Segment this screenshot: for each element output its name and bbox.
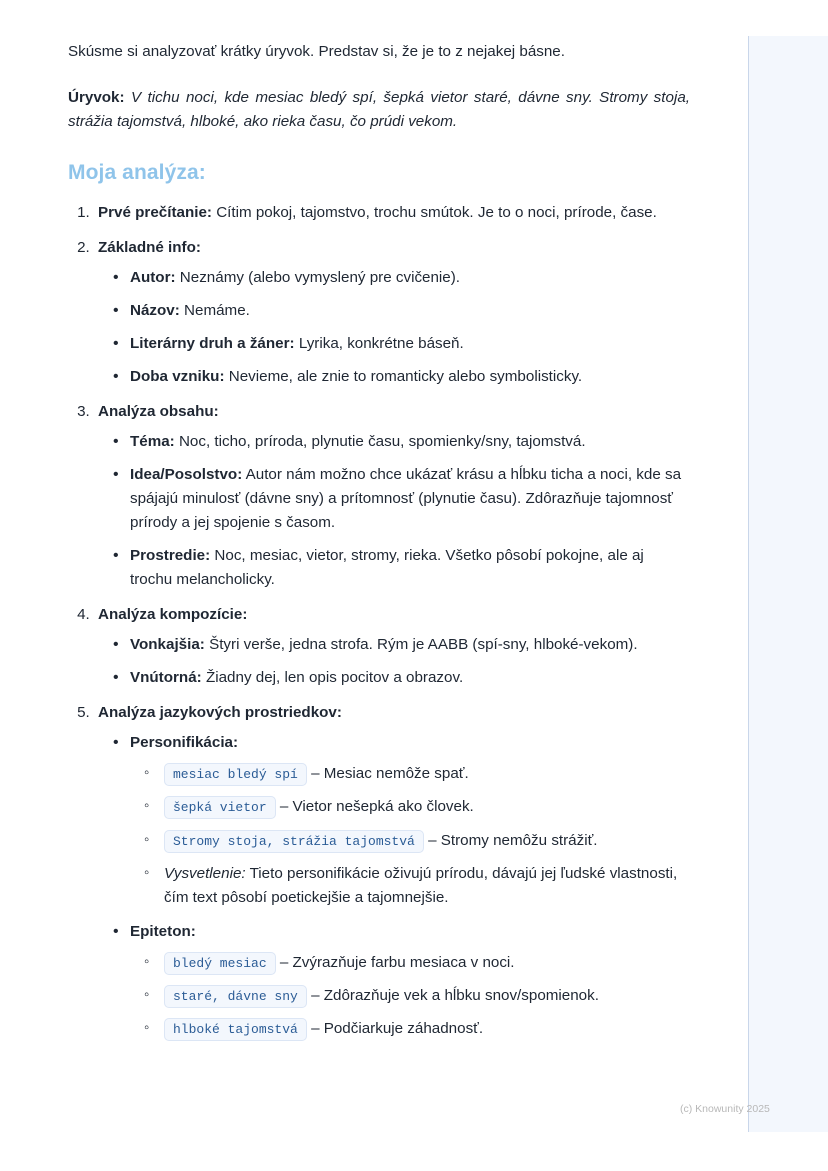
item-1-label: Prvé prečítanie:	[98, 203, 212, 221]
example-text: – Stromy nemôžu strážiť.	[428, 831, 598, 849]
sub-label: Literárny druh a žáner:	[130, 334, 295, 352]
personifikacia-examples	[130, 762, 690, 911]
explanation-text: Tieto personifikácie oživujú prírodu, dávajú jej ľudské vlastnosti, čím text pôsobí poetickejšie a tajomnejšie.	[164, 865, 678, 907]
excerpt-block	[68, 86, 690, 135]
item-5-label: Analýza jazykových prostriedkov:	[98, 704, 342, 722]
sub-label: Personifikácia:	[130, 734, 239, 752]
list-item	[144, 795, 690, 819]
quote-chip: staré, dávne sny	[164, 985, 307, 1008]
sub-label: Autor:	[130, 268, 176, 286]
quote-chip: Stromy stoja, strážia tajomstvá	[164, 830, 424, 853]
sub-label: Idea/Posolstvo:	[130, 465, 243, 483]
sub-text: Noc, mesiac, vietor, stromy, rieka. Všetko pôsobí pokojne, ale aj trochu melancholicky.	[130, 546, 644, 588]
example-text: – Zvýrazňuje farbu mesiaca v noci.	[279, 953, 515, 971]
list-item	[112, 365, 690, 389]
sub-text: Nemáme.	[184, 301, 250, 319]
list-item	[144, 762, 690, 786]
sub-text: Autor nám možno chce ukázať krásu a hĺbku ticha a noci, kde sa spájajú minulosť (dávne sny) a prítomnosť (plynutie času). Zdôrazňuje tajomnosť prírody a jej spojenie s časom.	[130, 465, 682, 531]
sub-label: Názov:	[130, 301, 180, 319]
list-item-4	[94, 603, 690, 690]
sub-label: Doba vzniku:	[130, 367, 225, 385]
item-2-label: Základné info:	[98, 238, 201, 256]
excerpt-label: Úryvok:	[68, 88, 125, 106]
quote-chip: hlboké tajomstvá	[164, 1018, 307, 1041]
sub-text: Žiadny dej, len opis pocitov a obrazov.	[205, 669, 464, 687]
excerpt-text: V tichu noci, kde mesiac bledý spí, šepká vietor staré, dávne sny. Stromy stoja, strážia tajomstvá, hlboké, ako rieka času, čo prúdi vekom.	[68, 88, 690, 131]
item-4-sublist	[98, 633, 690, 690]
page-edge-divider	[748, 36, 749, 1132]
sub-label: Prostredie:	[130, 546, 211, 564]
item-4-label: Analýza kompozície:	[98, 606, 248, 624]
quote-chip: šepká vietor	[164, 796, 276, 819]
list-item	[144, 951, 690, 975]
analysis-list	[68, 201, 690, 1042]
section-heading-analysis: Moja analýza:	[68, 160, 206, 184]
list-item	[112, 633, 690, 657]
list-item	[112, 332, 690, 356]
list-item	[112, 266, 690, 290]
sub-label: Vonkajšia:	[130, 636, 205, 654]
list-item	[112, 430, 690, 454]
item-5-sublist	[98, 731, 690, 1042]
list-item-3	[94, 400, 690, 592]
list-item-epiteton	[112, 920, 690, 1042]
item-3-label: Analýza obsahu:	[98, 402, 219, 420]
quote-chip: mesiac bledý spí	[164, 763, 307, 786]
sub-label: Epiteton:	[130, 922, 196, 940]
right-side-band	[749, 36, 828, 1132]
list-item-2	[94, 236, 690, 389]
list-item	[112, 463, 690, 535]
sub-text: Štyri verše, jedna strofa. Rým je AABB (spí-sny, hlboké-vekom).	[209, 636, 638, 654]
example-text: – Podčiarkuje záhadnosť.	[311, 1020, 484, 1038]
list-item	[144, 829, 690, 853]
sub-text: Neznámy (alebo vymyslený pre cvičenie).	[179, 268, 461, 286]
list-item	[144, 984, 690, 1008]
example-text: – Zdôrazňuje vek a hĺbku snov/spomienok.	[311, 986, 599, 1004]
list-item	[112, 666, 690, 690]
list-item	[112, 299, 690, 323]
list-item	[112, 544, 690, 592]
sub-text: Noc, ticho, príroda, plynutie času, spomienky/sny, tajomstvá.	[178, 432, 586, 450]
list-item-personifikacia	[112, 731, 690, 911]
item-1-text: Cítim pokoj, tajomstvo, trochu smútok. Je to o noci, prírode, čase.	[216, 203, 657, 221]
sub-label: Vnútorná:	[130, 669, 202, 687]
quote-chip: bledý mesiac	[164, 952, 276, 975]
copyright-credit: (c) Knowunity 2025	[680, 1103, 770, 1115]
item-2-sublist	[98, 266, 690, 389]
sub-text: Lyrika, konkrétne báseň.	[298, 334, 464, 352]
intro-paragraph: Skúsme si analyzovať krátky úryvok. Predstav si, že je to z nejakej básne.	[68, 43, 565, 60]
example-text: – Mesiac nemôže spať.	[311, 765, 469, 783]
example-text: – Vietor nešepká ako človek.	[279, 798, 474, 816]
list-item-explanation	[144, 862, 690, 911]
item-3-sublist	[98, 430, 690, 592]
sub-label: Téma:	[130, 432, 175, 450]
epiteton-examples	[130, 951, 690, 1042]
list-item-1	[94, 201, 690, 225]
explanation-label: Vysvetlenie:	[164, 865, 246, 883]
list-item	[144, 1017, 690, 1041]
sub-text: Nevieme, ale znie to romanticky alebo symbolisticky.	[228, 367, 583, 385]
list-item-5	[94, 701, 690, 1042]
